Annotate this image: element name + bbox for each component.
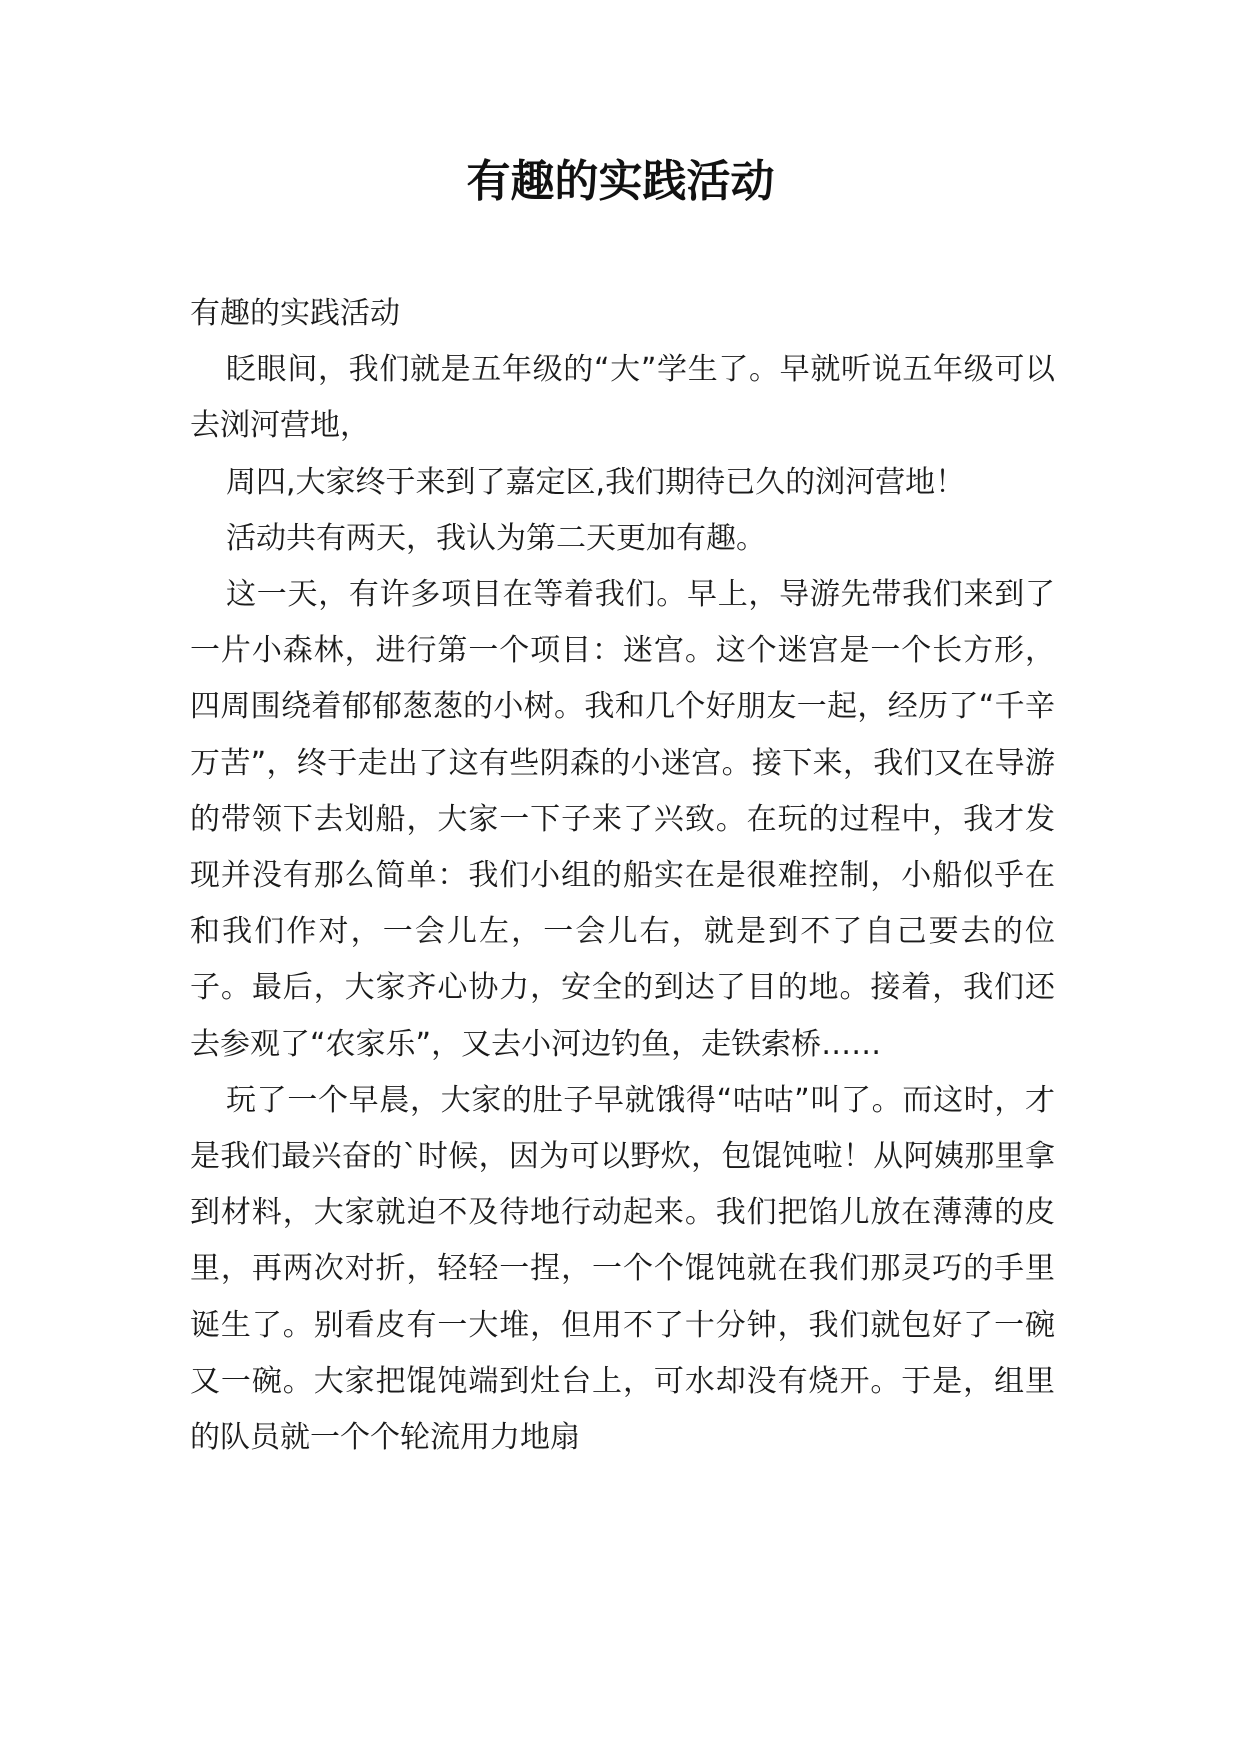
paragraph: 活动共有两天，我认为第二天更加有趣。 xyxy=(226,520,766,556)
document-body xyxy=(190,286,1055,1466)
body-subtitle: 有趣的实践活动 xyxy=(190,296,400,331)
paragraph: 这一天，有许多项目在等着我们。早上，导游先带我们来到了一片小森林，进行第一个项目：迷宫。这个迷宫是一个长方形，四周围绕着郁郁葱葱的小树。我和几个好朋友一起，经历了“千辛万苦”，终于走出了这有些阴森的小迷宫。接下来，我们又在导游的带领下去划船，大家一下子来了兴致。在玩的过程中，我才发现并没有那么简单：我们小组的船实在是很难控制，小船似乎在和我们作对，一会儿左，一会儿右，就是到不了自己要去的位子。最后，大家齐心协力，安全的到达了目的地。接着，我们还去参观了“农家乐”，又去小河边钓鱼，走铁索桥…… xyxy=(190,577,1055,1062)
document-title: 有趣的实践活动 xyxy=(466,156,775,207)
paragraph: 玩了一个早晨，大家的肚子早就饿得“咕咕”叫了。而这时，才是我们最兴奋的`时候，因为可以野炊，包馄饨啦！从阿姨那里拿到材料，大家就迫不及待地行动起来。我们把馅儿放在薄薄的皮里，再两次对折，轻轻一捏，一个个馄饨就在我们那灵巧的手里诞生了。别看皮有一大堆，但用不了十分钟，我们就包好了一碗又一碗。大家把馄饨端到灶台上，可水却没有烧开。于是，组里的队员就一个个轮流用力地扇 xyxy=(190,1082,1055,1456)
paragraph: 周四,大家终于来到了嘉定区,我们期待已久的浏河营地！ xyxy=(226,464,966,500)
paragraph: 眨眼间，我们就是五年级的“大”学生了。早就听说五年级可以去浏河营地， xyxy=(190,352,1055,444)
